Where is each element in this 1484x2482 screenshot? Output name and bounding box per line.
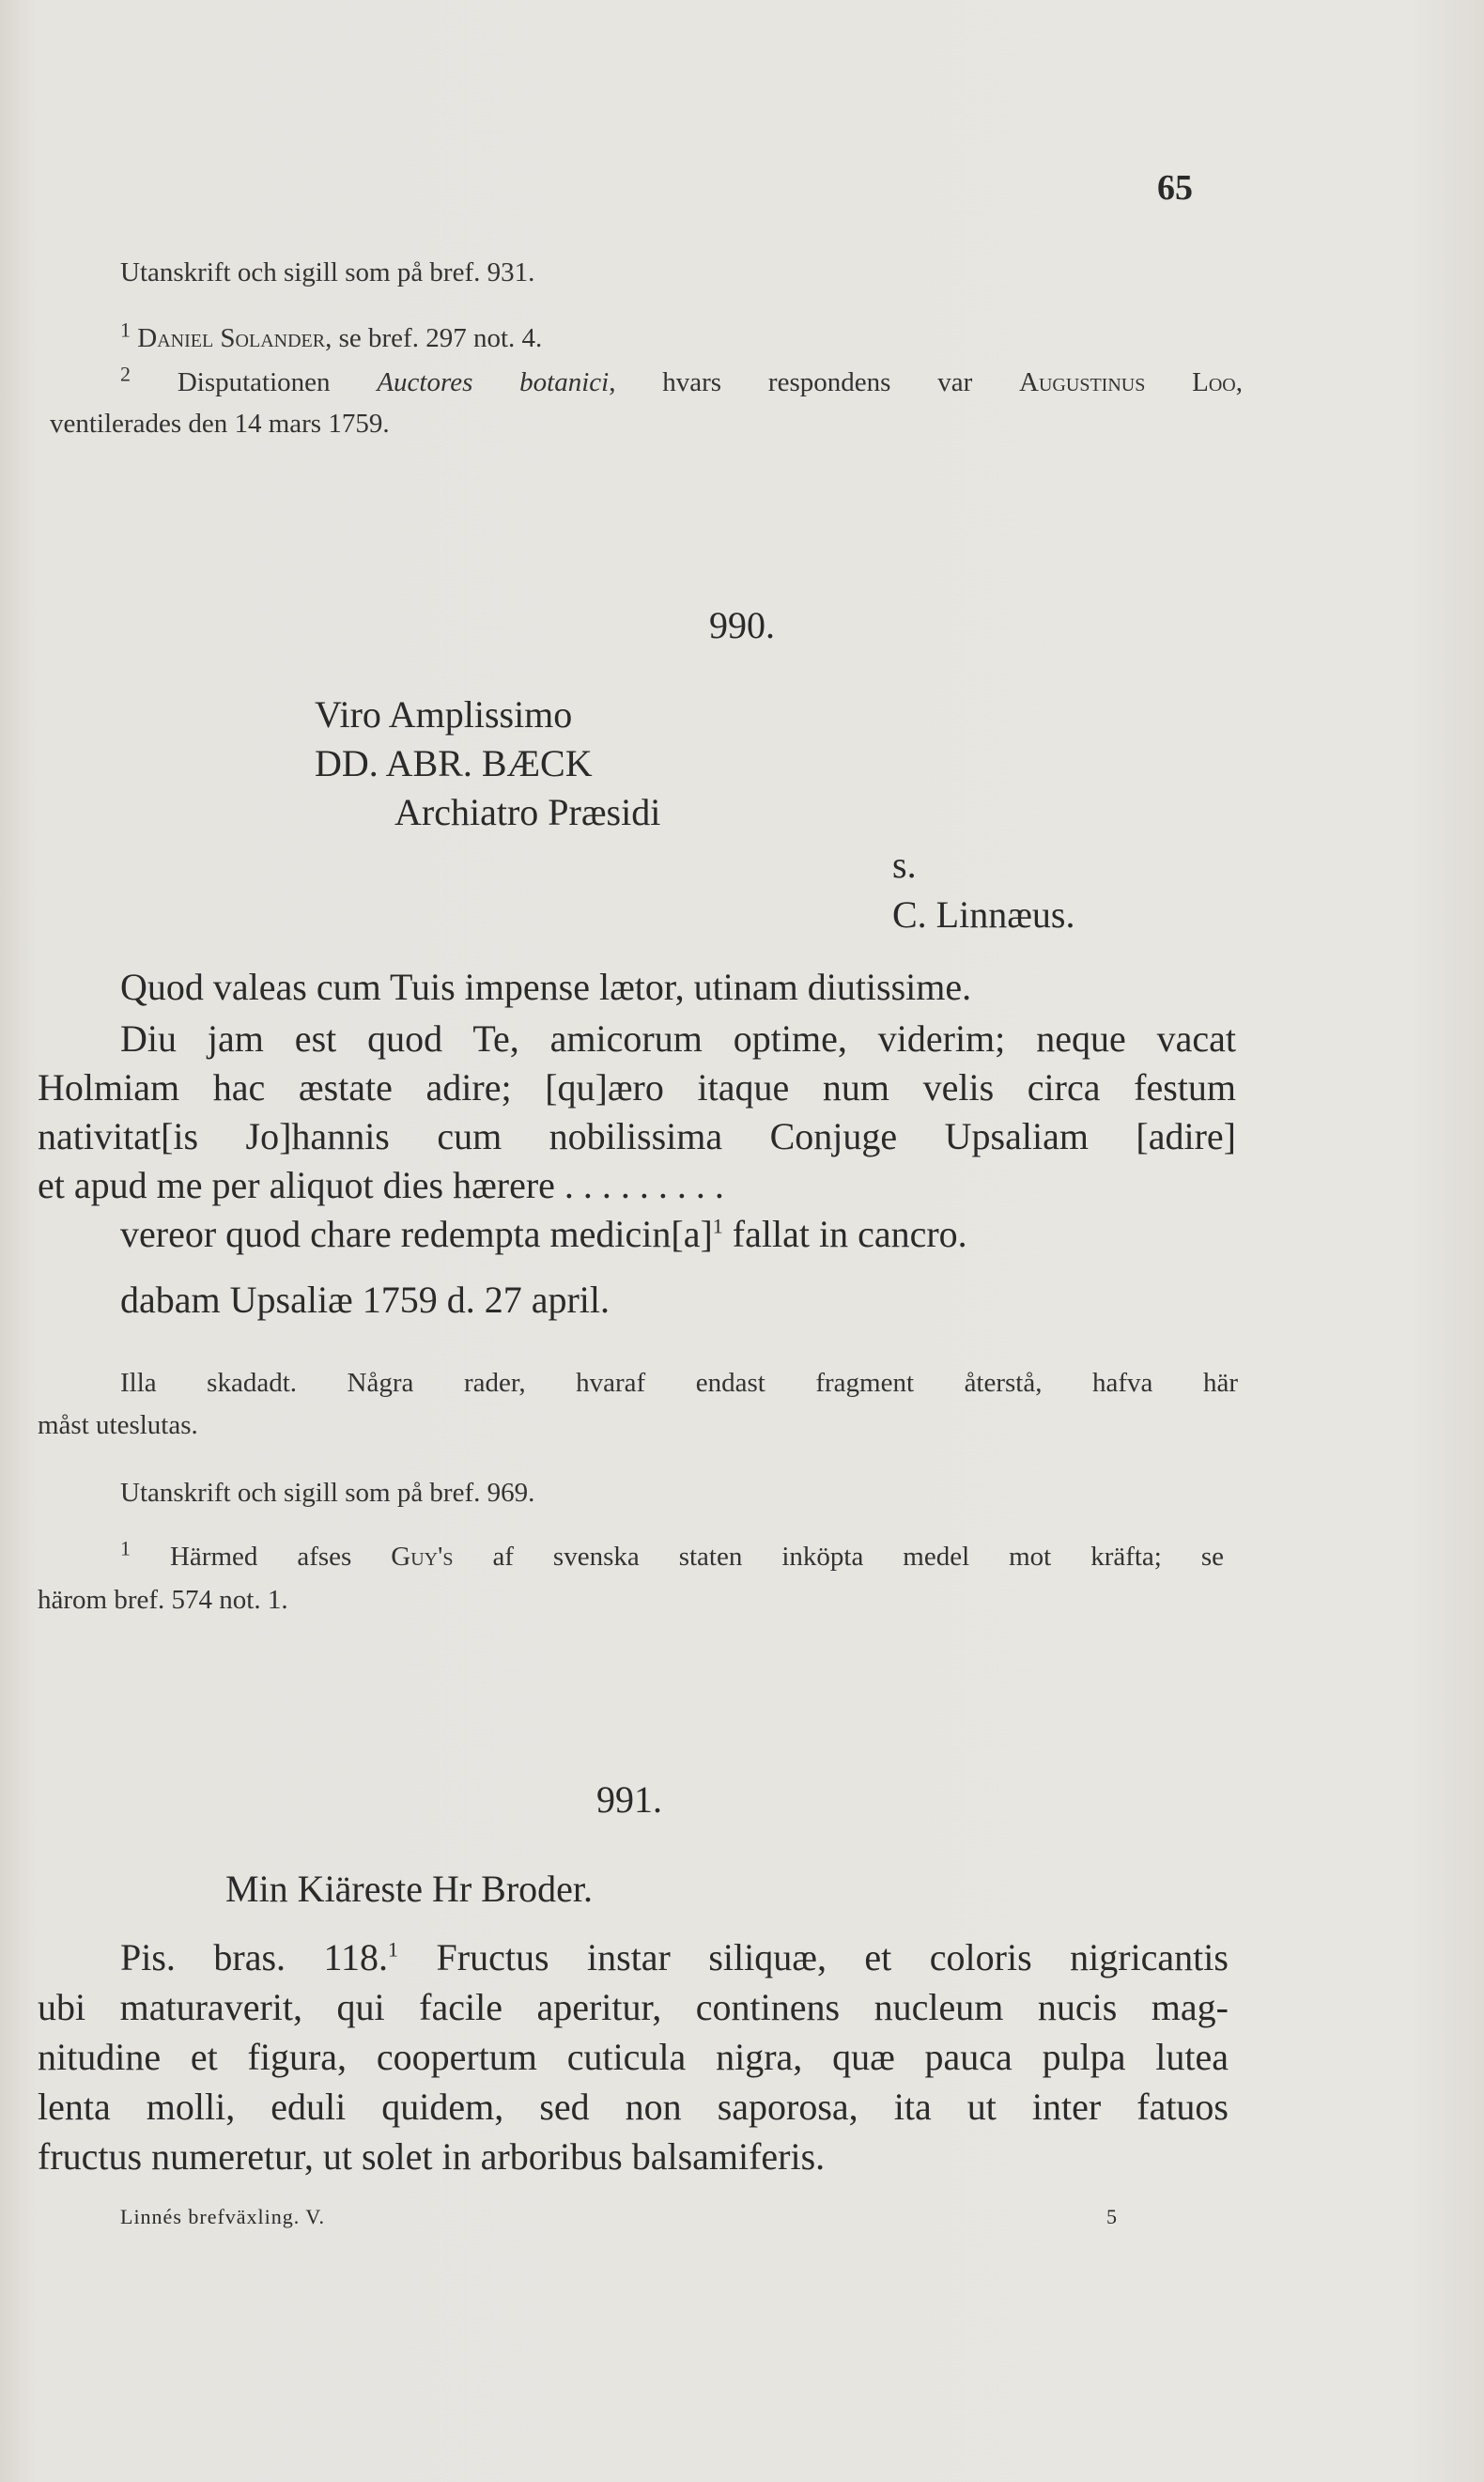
letter-990-p2-line-3: nativitat[is Jo]hannis cum nobilissima Conjuge Upsaliam [adire]	[38, 1115, 1236, 1157]
letter-991-line-5: fructus numeretur, ut solet in arboribus balsamiferis.	[38, 2135, 826, 2178]
letter-990-paragraph-3: vereor quod chare redempta $medicin[a]^1$ fallat in cancro.	[120, 1213, 967, 1255]
letter-990-note-1: Illa skadadt. Några rader, hvaraf endast fragment återstå, hafva här	[120, 1368, 1238, 1398]
footnote-person-name: Daniel Solander	[137, 323, 326, 353]
address-line-2: DD. ABR. BÆCK	[315, 742, 593, 784]
address-line-3: Archiatro Præsidi	[394, 791, 661, 833]
letter-990-paragraph-1: Quod valeas cum Tuis impense lætor, utinam diutissime.	[120, 966, 972, 1008]
top-footnote-2-line2: ventilerades den 14 mars 1759.	[50, 409, 390, 439]
top-footnote-1	[120, 318, 542, 359]
footnote-marker: 1	[120, 1536, 131, 1560]
letter-991-line-3: nitudine et figura, coopertum cuticula nigra, quæ pauca pulpa lutea	[38, 2036, 1229, 2078]
footnote-ref: 1	[712, 1214, 723, 1238]
footnote-ref: 1	[388, 1937, 399, 1962]
letter-991-greeting: Min Kiäreste Hr Broder.	[225, 1868, 594, 1910]
salutation: s.	[892, 844, 917, 886]
letter-990-p2-line-4: et apud me per aliquot dies hærere . . . . . . . . .	[38, 1164, 724, 1206]
footnote-marker: 1	[120, 318, 131, 342]
letter-991-line-1: Pis. bras. 118.$^1$ Fructus instar siliquæ, et coloris nigricantis	[120, 1936, 1229, 1978]
dissertation-title: Auctores botanici	[377, 367, 610, 397]
footnote-person-name: Guy's	[391, 1542, 454, 1572]
footer-title: Linnés brefväxling. V.	[120, 2205, 325, 2228]
footnote-text: , hvars respondens var	[609, 367, 1020, 397]
letter-990-date: dabam Upsaliæ 1759 d. 27 april.	[120, 1279, 611, 1321]
top-note-address: Utanskrift och sigill som på bref. 931.	[120, 257, 535, 287]
letter-990-note-2: Utanskrift och sigill som på bref. 969.	[120, 1478, 535, 1508]
footer-signature-mark: 5	[1106, 2205, 1118, 2228]
letter-990-p2-line-2: Holmiam hac æstate adire; [qu]æro itaque num velis circa festum	[38, 1066, 1236, 1109]
footnote-person-name: Augustinus Loo	[1019, 367, 1236, 397]
letter-990-p2-line-1: Diu jam est quod Te, amicorum optime, viderim; neque vacat	[120, 1017, 1236, 1060]
footnote-text: Disputationen	[177, 367, 378, 397]
letter-991-number: 991.	[596, 1778, 662, 1821]
page-number: 65	[1157, 168, 1193, 208]
letter-990-number: 990.	[709, 604, 775, 646]
letter-990-footnote-1: $^1$ Härmed afses Guy's af svenska staten inköpta medel mot kräfta; se	[120, 1536, 1224, 1572]
footnote-marker: 2	[120, 362, 131, 386]
footnote-text: , se bref. 297 not. 4.	[325, 323, 543, 353]
letter-991-line-2: ubi maturaverit, qui facile aperitur, continens nucleum nucis mag-	[38, 1986, 1229, 2028]
sender-signature: C. Linnæus.	[892, 893, 1075, 936]
top-footnote-2: $^2$ Disputationen Auctores botanici, hvars respondens var Augustinus Loo,	[120, 362, 1243, 397]
letter-991-line-4: lenta molli, eduli quidem, sed non saporosa, ita ut inter fatuos	[38, 2086, 1229, 2128]
address-line-1: Viro Amplissimo	[315, 693, 573, 736]
letter-990-footnote-1-line-2: härom bref. 574 not. 1.	[38, 1585, 288, 1615]
letter-990-note-1-line-2: måst uteslutas.	[38, 1410, 198, 1440]
